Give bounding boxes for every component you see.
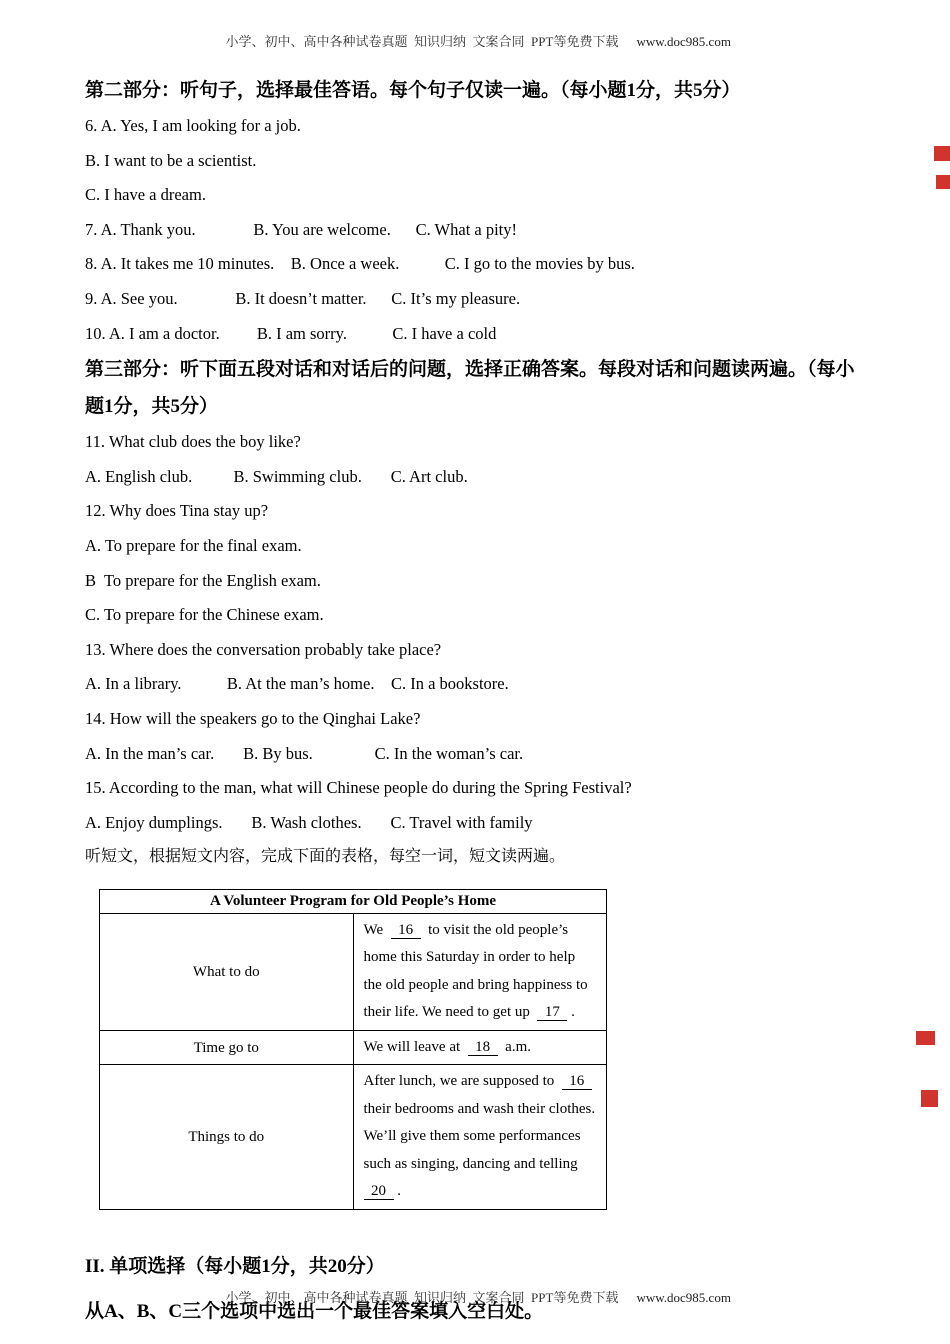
header-slogan: 小学、初中、高中各种试卷真题 知识归纳 文案合同 PPT等免费下载 — [225, 34, 619, 49]
answer-blank: 20 — [363, 1183, 394, 1200]
text-line: 10. A. I am a doctor. B. I am sorry. C. I have a cold — [85, 323, 497, 343]
row-label: What to do — [100, 913, 354, 1030]
table-row — [100, 1065, 607, 1210]
page-header — [0, 15, 950, 50]
text-line: B To prepare for the English exam. — [85, 570, 321, 590]
volunteer-program-table — [99, 889, 607, 1210]
header-site-url: www.doc985.com — [636, 34, 731, 49]
section-heading: 第二部分：听句子，选择最佳答语。每个句子仅读一遍。（每小题1分，共5分） — [85, 80, 741, 101]
row-label: Time go to — [100, 1030, 354, 1065]
footer-site-url: www.doc985.com — [636, 1290, 731, 1305]
text-line: 14. How will the speakers go to the Qinghai Lake? — [85, 708, 421, 728]
answer-blank: 16 — [561, 1073, 592, 1090]
text-line: 6. A. Yes, I am looking for a job. — [85, 116, 301, 135]
text-line: C. I have a dream. — [85, 185, 206, 205]
text-line: 9. A. See you. B. It doesn’t matter. C. It’s my pleasure. — [85, 288, 521, 308]
text-lines — [85, 72, 865, 875]
text-line: A. Enjoy dumplings. B. Wash clothes. C. Travel with family — [85, 812, 533, 832]
section-two-heading: II. 单项选择（每小题1分，共20分） — [85, 1255, 385, 1277]
row-content: We will leave at 18 a.m. — [353, 1030, 607, 1065]
red-mark — [916, 1031, 935, 1045]
text-line: C. To prepare for the Chinese exam. — [85, 605, 324, 625]
section-heading: 第三部分：听下面五段对话和对话后的问题，选择正确答案。每段对话和问题读两遍。（每小题1分，共5分） — [85, 359, 855, 418]
text-line: A. In the man’s car. B. By bus. C. In the woman’s car. — [85, 743, 524, 763]
row-content: After lunch, we are supposed to 16 their bedrooms and wash their clothes. We’ll give them some performances such as singing, dancing and telling 20 . — [353, 1065, 607, 1210]
exam-body — [85, 72, 865, 1334]
row-label: Things to do — [100, 1065, 354, 1210]
table-body — [100, 889, 607, 1209]
answer-blank: 17 — [537, 1004, 568, 1021]
text-line: 8. A. It takes me 10 minutes. B. Once a week. C. I go to the movies by bus. — [85, 254, 635, 274]
answer-blank: 16 — [390, 921, 421, 938]
table-row — [100, 913, 607, 1030]
table-row — [100, 1030, 607, 1065]
table-title: A Volunteer Program for Old People’s Home — [100, 889, 607, 913]
page-footer — [0, 1271, 950, 1306]
text-line: A. In a library. B. At the man’s home. C. In a bookstore. — [85, 674, 509, 694]
text-line: 13. Where does the conversation probably take place? — [85, 639, 442, 659]
text-line: 7. A. Thank you. B. You are welcome. C. What a pity! — [85, 219, 518, 239]
text-line: 11. What club does the boy like? — [85, 432, 301, 452]
text-line: A. To prepare for the final exam. — [85, 535, 302, 555]
text-line: A. English club. B. Swimming club. C. Art club. — [85, 466, 468, 486]
table-title-row — [100, 889, 607, 913]
text-line: B. I want to be a scientist. — [85, 150, 257, 170]
row-content: We 16 to visit the old people’s home this Saturday in order to help the old people and bring happiness to their life. We need to get up 17 . — [353, 913, 607, 1030]
text-line: 15. According to the man, what will Chinese people do during the Spring Festival? — [85, 778, 632, 798]
section-two-instruction: 从A、B、C三个选项中选出一个最佳答案填入空白处。 — [85, 1300, 544, 1322]
red-mark — [921, 1090, 938, 1107]
answer-blank: 18 — [467, 1038, 498, 1055]
red-mark — [934, 146, 950, 161]
red-mark — [936, 175, 950, 189]
footer-slogan: 小学、初中、高中各种试卷真题 知识归纳 文案合同 PPT等免费下载 — [225, 1290, 619, 1305]
text-line: 听短文，根据短文内容，完成下面的表格，每空一词，短文读两遍。 — [85, 848, 566, 866]
text-line: 12. Why does Tina stay up? — [85, 501, 269, 521]
